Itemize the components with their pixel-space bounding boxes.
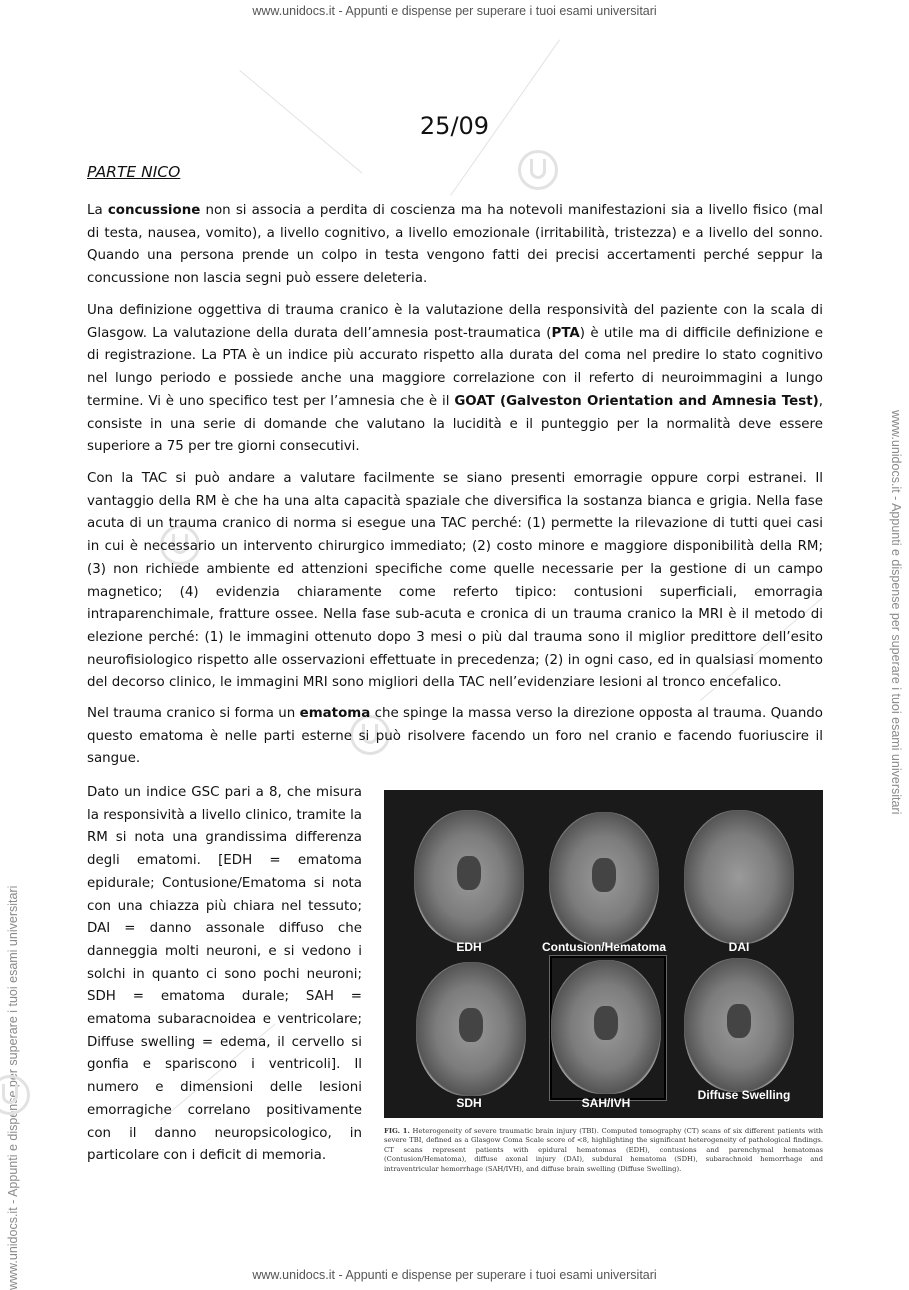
text-span: La: [87, 203, 108, 218]
figure-caption: [384, 1127, 823, 1174]
ct-scan-image: [684, 810, 794, 944]
bold-term: concussione: [107, 203, 201, 218]
ct-scan-image: [549, 812, 659, 946]
caption-text: Heterogeneity of severe traumatic brain injury (TBI). Computed tomography (CT) scans of six different patients with severe TBI, defined as a Glasgow Coma Scale score of <8, highlighting the significant heterogeneity of pathological findings. CT scans represent patients with epidural hematomas (EDH), contusions and parenchymal hematomas (Contusion/Hematoma), diffuse axonal injury (DAI), subdural hematoma (SDH), subarachnoid hemorrhage and intraventricular hemorrhage (SAH/IVH), and diffuse brain swelling (Diffuse Swelling).: [384, 1127, 823, 1173]
bold-term: PTA: [551, 325, 580, 341]
text-span: ) è utile ma di difficile definizione e di registrazione. La PTA è un indice più accurato rispetto alla durata del coma nel predire lo stato cognitivo nel lungo periodo e possiede anche una maggiore correlazione con il referto di neuroimmagini a lungo termine. Vi è uno specifico test per l’amnesia che è il: [87, 325, 824, 409]
section-heading: PARTE NICO: [87, 163, 181, 181]
bold-term: GOAT (Galveston Orientation and Amnesia Test): [454, 393, 819, 409]
paragraph-ematoma: [87, 703, 823, 771]
text-span: Una definizione oggettiva di trauma cranico è la valutazione della responsività del paziente con la scala di Glasgow. La valutazione della durata dell’amnesia post-traumatica (: [87, 303, 823, 341]
ct-scan-figure: [384, 790, 823, 1118]
caption-lead: FIG. 1.: [384, 1127, 410, 1135]
page-title: 25/09: [419, 112, 490, 140]
scan-label: SDH: [456, 1096, 482, 1110]
paragraph-tac-rm: Con la TAC si può andare a valutare facilmente se siano presenti emorragie oppure corpi estranei. Il vantaggio della RM è che ha una alta capacità spaziale che diversifica la sostanza bianca e grigia. Nella fase acuta di un trauma cranico di norma si esegue una TAC perché: (1) permette la rilevazione di tutti quei casi in cui è necessario un intervento chirurgico immediato; (2) costo minore e maggiore disponibilità della RM; (3) non richiede ambiente ed attenzioni specifiche come quelle necessarie per la gestione di un campo magnetico; (4) evidenzia chiaramente come referto tipico: contusioni superficiali, emorragia intraparenchimale, fratture ossee. Nella fase sub-acuta e cronica di un trauma cranico la MRI è il metodo di elezione perché: (1) le immagini ottenuto dopo 3 mesi o più dal trauma sono il miglior predittore dell’esito neurofisiologico rispetto alle osservazioni effettuate in precedenza; (2) in ogni caso, ed in qualsiasi momento del decorso clinico, le immagini MRI sono migliori della TAC nell’evidenziare lesioni al tronco encefalico.: [87, 471, 823, 691]
paragraph-pta: [87, 300, 823, 459]
ct-scan-image: [551, 960, 661, 1094]
watermark-footer: www.unidocs.it - Appunti e dispense per superare i tuoi esami universitari: [252, 1268, 657, 1282]
unidocs-logo-icon: [0, 1075, 30, 1115]
watermark-side-right: www.unidocs.it - Appunti e dispense per superare i tuoi esami universitari: [889, 410, 903, 815]
ct-scan-image: [416, 962, 526, 1096]
ct-scan-image: [414, 810, 524, 944]
text-span: che spinge la massa verso la direzione opposta al trauma. Quando questo ematoma è nelle parti esterne si può risolvere facendo un foro nel cranio e facendo fuoriuscire il sangue.: [87, 706, 823, 767]
paragraph-gsc: Dato un indice GSC pari a 8, che misura la responsività a livello clinico, tramite la RM si nota una grandissima differenza degli ematomi. [EDH = ematoma epidurale; Contusione/Ematoma si nota con una chiazza più chiara nel tessuto; DAI = danno assonale diffuso che danneggia molti neuroni, e si vedono i solchi in quanto ci sono pochi neuroni; SDH = ematoma durale; SAH = ematoma subaracnoidea e ventricolare; Diffuse swelling = edema, il cervello si gonfia e spariscono i ventricoli]. Il numero e dimensioni delle lesioni emorragiche correlano positivamente con il danno neuropsicologico, in particolare con i deficit di memoria.: [87, 785, 362, 1164]
ct-scan-image: [684, 958, 794, 1092]
scan-label: Contusion/Hematoma: [541, 940, 666, 954]
text-span: Nel trauma cranico si forma un: [87, 706, 300, 721]
scan-label: DAI: [728, 940, 750, 954]
scan-label: SAH/IVH: [581, 1096, 631, 1110]
bold-term: ematoma: [299, 706, 371, 721]
text-span: non si associa a perdita di coscienza ma ha notevoli manifestazioni sia a livello fisico (mal di testa, nausea, vomito), a livello cognitivo, a livello emozionale (irritabilità, tristezza) e a livello del sonno. Quando una persona prende un colpo in testa vengono fatti dei precisi accertamenti perché seppur la concussione non lascia segni può essere deleteria.: [87, 203, 823, 287]
scan-label: EDH: [456, 940, 482, 954]
unidocs-logo-icon: [518, 150, 558, 190]
text-span: , consiste in una serie di domande che valutano la lucidità e il punteggio per la normalità deve essere superiore a 75 per tre giorni consecutivi.: [87, 393, 823, 455]
watermark-side-left: www.unidocs.it - Appunti e dispense per superare i tuoi esami universitari: [6, 885, 20, 1290]
watermark-header: www.unidocs.it - Appunti e dispense per superare i tuoi esami universitari: [252, 4, 657, 18]
scan-label: Diffuse Swelling: [697, 1088, 791, 1102]
paragraph-concussione: [87, 200, 823, 291]
